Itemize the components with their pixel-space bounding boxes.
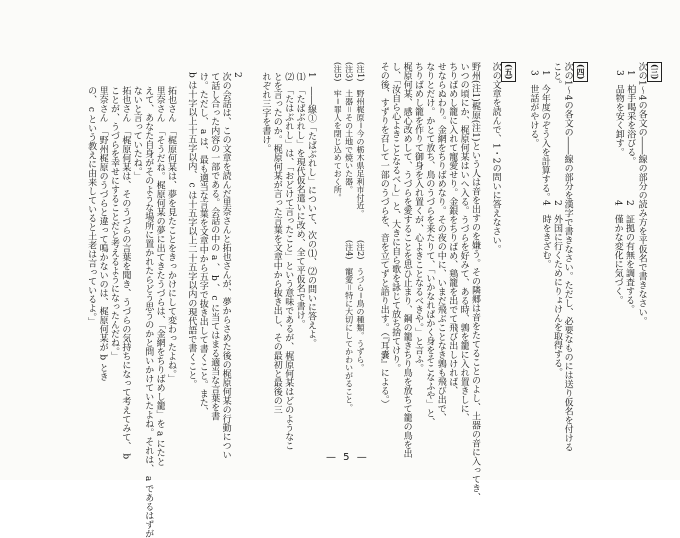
passage-line: その後、すずりを召して一部のうづらを、音を立てずと語り出す。（『耳嚢』による。） bbox=[378, 62, 389, 409]
section-5-mark: (五) bbox=[501, 62, 516, 82]
conversation bbox=[46, 86, 176, 538]
question-1-sub-2: ⑵ 「たはぶれし」は、「おどけて言ったこと」という意味であるが、梶原何某はどのようなこ bbox=[283, 72, 294, 450]
section-4-item-2: 2 外国に行くためにりょけんを取得する。 bbox=[552, 200, 562, 377]
section-3-item-1: 1 柏手喝采を浴びる。 bbox=[625, 70, 636, 166]
question-1-stem: ――線①「たばぶれし」について、次の⑴、⑵の問いに答えよ。 bbox=[306, 86, 316, 348]
question-2-line: b は十字以上十五字以内、 c は十五字以上二十五字以内の現代語で書くこと。 bbox=[186, 72, 197, 389]
passage bbox=[368, 62, 480, 502]
conversation-line: えて、あなた自身がそのような場所に置かれたらどう思うのかと問いかけていたよね。それは、 a であるはずが bbox=[143, 86, 154, 538]
conversation-line: ことが、うづらを幸せにすることだと考えるようになったんだね。」 bbox=[108, 86, 119, 361]
section-4-lower bbox=[528, 200, 562, 377]
section-3-item-3: 3 品物を安く卸す。 bbox=[613, 70, 624, 157]
question-1-sub-2: とを言ったのか。梶原何某が言った言葉を文章中から抜き出し、その最初と最後の三 bbox=[271, 72, 282, 414]
passage-line: せならぬわり。金網をちりばめなり。その夜の中に、いまだ飛ぶことなき鶉も飛び出で、 bbox=[435, 62, 446, 422]
section-3-lower bbox=[600, 200, 634, 314]
note: (注3) 土器＝その土地で焼いた器。 bbox=[344, 62, 354, 194]
section-3-instruction: 次の1～4の各文の――線の部分の読み方を平仮名で書きなさい。 bbox=[636, 62, 647, 326]
passage-line: 梶原何某、感心改めして、うづらを愛することを思ひ止まり、鋼の籠きちり鳥を放ちて籠の鳥を出 bbox=[401, 62, 412, 458]
conversation-line: 拓也さん 「梶原何某は、そのうづらの言葉を聞き、うづらの気持ちになって考えてみて、 b bbox=[120, 86, 131, 460]
note: (注1) 野州梶原＝今の栃木県足利市付近。 bbox=[356, 62, 365, 218]
conversation-line: 拓也さん 「梶原何某は、夢を見たことをきっかけにして変わったよね。」 bbox=[166, 86, 176, 383]
section-5-instruction: 次の文章を読んで、1・2の問いに答えなさい。 bbox=[490, 62, 501, 254]
passage-line: 野州(注1)梶原(注1)という人は音を出すのを嫌う。その隣郷は音をたてることのよし、土器の音に入ってき、 bbox=[470, 62, 480, 502]
section-3-item-4: 4 僅かな変化に気づく。 bbox=[612, 200, 623, 305]
note: (注4) 寵愛＝特に大切にしてかわいがること。 bbox=[344, 240, 354, 412]
note: (注5) 牢＝罪人を閉じ込めておく所。 bbox=[333, 62, 343, 202]
question-1-sub-2: れぞれ三字を書け。 bbox=[260, 72, 271, 153]
section-4-instruction-1: 次の1～4の各文の――線の部分を漢字で書きなさい。ただし、必要なものには送り仮名を付ける bbox=[562, 62, 573, 452]
passage-line: いつの頃にか、梶原何某はいへ入る。うづらを好みて、ある時、鶉を籠に入れ置きしに、 bbox=[458, 62, 469, 422]
conversation-line: 里奈さん 「そうだね。梶原何某の夢に出てきたうづらは、「金網をちりばめし籠」を a にたと bbox=[154, 86, 165, 467]
question-2-line: け。ただし、 a は、最も適当な言葉を文章中から五字で抜き出して書くこと。また、 bbox=[197, 72, 208, 417]
section-5-header bbox=[484, 62, 516, 362]
section-4-item-3: 3 世話がやける。 bbox=[528, 70, 539, 148]
question-1-sub-1: ⑴ 「たばぶれし」を現代仮名遣いに改め、全て平仮名で書け。 bbox=[294, 72, 305, 329]
conversation-line: の、 c という教えに由来していると土老は言っているよ。」 bbox=[86, 86, 97, 327]
section-4-item-4: 4 時をきざむ。 bbox=[540, 200, 551, 269]
conversation-line: 里奈さん 「野州梶原のうづらと違って鳴かないのは、梶原何某が b とき bbox=[97, 86, 108, 381]
question-1-number: 1 bbox=[306, 72, 316, 78]
question-2-number: 2 bbox=[232, 72, 242, 78]
page-number: — 5 — bbox=[326, 452, 369, 463]
passage-line: ちりばめし籠に入れて寵愛せり。金銀をちりばめ、鶏籠を出でて飛び出しければ、 bbox=[447, 62, 458, 395]
question-2 bbox=[178, 72, 242, 459]
question-1 bbox=[246, 72, 316, 450]
section-3-mark: (三) bbox=[647, 62, 662, 82]
section-4-mark: (四) bbox=[573, 62, 588, 82]
passage-line: なりとだけ。かとて放ち、鳥のうづらを来たりて、「いかなればかく身をそこなふや」と、 bbox=[424, 62, 435, 427]
question-2-line: て話し合った内容の一部である。会話の中の a 、 b 、 c に当てはまる適当な言葉を書 bbox=[209, 72, 220, 421]
passage-line: し、「汝自ら心よきことなるべし」と、大きに自ら歌を詠じて放ち捨てけり。 bbox=[390, 62, 401, 373]
conversation-line: ないと言っていたね。」 bbox=[131, 86, 142, 181]
section-4-item-1: 1 今年度のぞう入を計算する。 bbox=[539, 70, 550, 202]
section-4-instruction-2: こと。 bbox=[551, 62, 562, 89]
question-2-line: 次の会話は、この文章を読んだ里奈さんと拓也さんが、夢からさめた後の梶原何某の行動につい bbox=[220, 72, 231, 459]
section-3-item-2: 2 証拠の有無を調査する。 bbox=[624, 200, 634, 314]
note: (注2) うづら＝鳥の種類。うずら。 bbox=[356, 240, 365, 372]
passage-line: ちりばめし籠を作りて御身を入れ置くが、心よきことなるべきや。」と言ふ。 bbox=[412, 62, 423, 373]
notes-lower bbox=[322, 240, 366, 420]
